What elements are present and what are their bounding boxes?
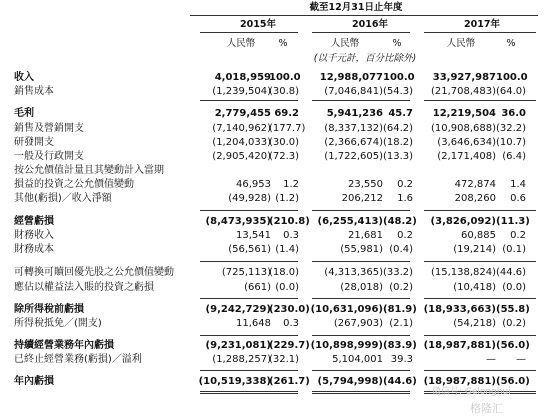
amount-cell: 206,212 — [341, 193, 383, 204]
amount-cell: 60,885 — [461, 230, 496, 241]
row-label: 銷售及營銷開支 — [14, 123, 84, 134]
year-2015: 2015年 — [240, 19, 276, 30]
percent-cell: (33.2) — [383, 267, 414, 278]
row-label: 損益的投資之公允價值變動 — [14, 179, 134, 190]
subtotal-rule — [312, 335, 410, 336]
total-double-rule — [312, 391, 410, 392]
year-rule-2015 — [200, 32, 298, 33]
percent-cell: (10.7) — [496, 137, 527, 148]
row-label: 研發開支 — [14, 137, 54, 148]
percent-cell: (261.7) — [269, 376, 310, 387]
amount-cell: (7,140,962) — [212, 123, 271, 134]
row-label: 除所得稅前虧損 — [14, 304, 84, 315]
subtotal-rule — [200, 100, 298, 101]
row-label: 所得稅抵免／(開支) — [14, 318, 102, 329]
percent-cell: 1.2 — [283, 179, 299, 190]
percent-cell: (81.9) — [383, 304, 417, 315]
amount-cell: 11,648 — [236, 318, 271, 329]
percent-cell: (0.1) — [502, 244, 526, 255]
amount-cell: 46,953 — [236, 179, 271, 190]
amount-cell: (1,722,605) — [324, 151, 383, 162]
amount-cell: 4,018,959 — [214, 72, 271, 83]
row-label: 一般及行政開支 — [14, 151, 84, 162]
row-label: 財務收入 — [14, 230, 54, 241]
pct-2016: % — [392, 38, 402, 49]
amount-cell: (10,631,096) — [310, 304, 383, 315]
header-rule — [190, 15, 538, 16]
period-title: 截至12月31日止年度 — [309, 2, 403, 13]
percent-cell: (32.2) — [496, 123, 527, 134]
percent-cell: (83.9) — [383, 340, 417, 351]
subtotal-rule — [200, 298, 298, 299]
amount-cell: (2,171,408) — [437, 151, 496, 162]
pct-2017: % — [506, 38, 516, 49]
percent-cell: (210.8) — [269, 216, 310, 227]
amount-cell: (267,903) — [333, 318, 383, 329]
year-2016: 2016年 — [352, 19, 388, 30]
percent-cell: (1.2) — [275, 193, 299, 204]
subtotal-rule — [200, 210, 298, 211]
amount-cell: (4,313,365) — [324, 267, 383, 278]
amount-cell: (10,898,999) — [310, 340, 383, 351]
amount-cell: (9,242,729) — [205, 304, 271, 315]
percent-cell: (0.2) — [389, 282, 413, 293]
amount-cell: (10,908,688) — [430, 123, 496, 134]
percent-cell: (18.0) — [269, 267, 300, 278]
amount-cell: (2,905,420) — [212, 151, 271, 162]
percent-cell: (1.4) — [275, 244, 299, 255]
total-double-rule — [200, 393, 298, 394]
percent-cell: (64.2) — [383, 123, 414, 134]
percent-cell: (72.3) — [269, 151, 300, 162]
row-label: 可轉換可贖回優先股之公允價值變動 — [14, 267, 174, 278]
percent-cell: 0.2 — [397, 230, 413, 241]
amount-cell: (9,231,081) — [205, 340, 271, 351]
row-label: 毛利 — [14, 108, 34, 119]
amount-cell: 12,219,504 — [432, 108, 496, 119]
percent-cell: (177.7) — [269, 123, 306, 134]
amount-cell: 33,927,987 — [432, 72, 496, 83]
year-rule-2016 — [312, 32, 410, 33]
percent-cell: (0.2) — [502, 318, 526, 329]
amount-cell: (725,113) — [221, 267, 271, 278]
row-label: 應佔以權益法入賬的投資之虧損 — [14, 282, 154, 293]
row-label: 持續經營業務年內虧損 — [14, 340, 114, 351]
percent-cell: 0.2 — [397, 179, 413, 190]
percent-cell: (0.0) — [502, 282, 526, 293]
percent-cell: 100.0 — [496, 72, 528, 83]
percent-cell: (32.1) — [269, 354, 300, 365]
amount-cell: 12,988,077 — [319, 72, 383, 83]
amount-cell: (5,794,998) — [317, 376, 383, 387]
percent-cell: 69.2 — [274, 108, 299, 119]
subtotal-rule — [424, 100, 536, 101]
subtotal-rule — [424, 370, 536, 371]
amount-cell: (55,981) — [340, 244, 383, 255]
amount-cell: (6,255,413) — [317, 216, 383, 227]
amount-cell: (15,138,824) — [430, 267, 496, 278]
total-double-rule — [312, 393, 410, 394]
amount-cell: (28,018) — [340, 282, 383, 293]
percent-cell: (30.8) — [269, 86, 300, 97]
amount-cell: 5,104,001 — [332, 354, 383, 365]
amount-cell: (54,218) — [453, 318, 496, 329]
percent-cell: 0.6 — [510, 193, 526, 204]
row-label: 經營虧損 — [14, 216, 54, 227]
unit-note: (以千元計，百分比除外) — [313, 53, 417, 64]
percent-cell: (230.0) — [269, 304, 310, 315]
percent-cell: 100.0 — [383, 72, 415, 83]
currency-2015: 人民幣 — [226, 38, 256, 49]
amount-cell: (3,826,092) — [430, 216, 496, 227]
amount-cell: (21,708,483) — [430, 86, 496, 97]
percent-cell: (6.4) — [502, 151, 526, 162]
amount-cell: (7,046,841) — [324, 86, 383, 97]
watermark-brand: 格隆汇 — [470, 402, 503, 415]
amount-cell: (10,519,338) — [198, 376, 271, 387]
subtotal-rule — [312, 210, 410, 211]
currency-2017: 人民幣 — [446, 38, 476, 49]
percent-cell: 0.3 — [283, 318, 299, 329]
percent-cell: 100.0 — [269, 72, 301, 83]
percent-cell: 39.3 — [390, 354, 413, 365]
row-label: 年內虧損 — [14, 376, 54, 387]
subtotal-rule — [200, 261, 298, 262]
amount-cell: 472,874 — [454, 179, 496, 190]
amount-cell: (10,418) — [453, 282, 496, 293]
year-2017: 2017年 — [464, 19, 500, 30]
percent-cell: (18.2) — [383, 137, 414, 148]
amount-cell: — — [486, 354, 496, 365]
row-label: 其他(虧損)／收入淨額 — [14, 193, 112, 204]
amount-cell: (49,928) — [228, 193, 271, 204]
percent-cell: 36.0 — [501, 108, 526, 119]
percent-cell: (0.4) — [389, 244, 413, 255]
amount-cell: (18,987,881) — [423, 340, 496, 351]
amount-cell: (1,204,033) — [212, 137, 271, 148]
percent-cell: (64.0) — [496, 86, 527, 97]
percent-cell: (0.0) — [275, 282, 299, 293]
amount-cell: 2,779,455 — [214, 108, 271, 119]
percent-cell: (56.0) — [496, 376, 530, 387]
subtotal-rule — [312, 370, 410, 371]
pct-2015: % — [278, 38, 288, 49]
percent-cell: (48.2) — [383, 216, 417, 227]
row-label: 銷售成本 — [14, 86, 54, 97]
amount-cell: (8,473,935) — [205, 216, 271, 227]
year-rule-2017 — [424, 32, 536, 33]
subtotal-rule — [424, 298, 536, 299]
percent-cell: 0.2 — [510, 230, 526, 241]
row-label: 財務成本 — [14, 244, 54, 255]
subtotal-rule — [424, 335, 536, 336]
subtotal-rule — [424, 261, 536, 262]
row-label: 收入 — [14, 72, 34, 83]
amount-cell: (1,288,257) — [212, 354, 271, 365]
percent-cell: — — [516, 354, 526, 365]
percent-cell: (55.8) — [496, 304, 530, 315]
percent-cell: (11.3) — [496, 216, 530, 227]
row-label: 已終止經營業務(虧損)／溢利 — [14, 354, 142, 365]
amount-cell: (1,239,504) — [212, 86, 271, 97]
percent-cell: (56.0) — [496, 340, 530, 351]
amount-cell: (8,337,132) — [324, 123, 383, 134]
amount-cell: 23,550 — [348, 179, 383, 190]
percent-cell: 1.4 — [510, 179, 526, 190]
percent-cell: 0.3 — [283, 230, 299, 241]
percent-cell: (30.0) — [269, 137, 300, 148]
row-label: 按公允價值計量且其變動計入當期 — [14, 165, 164, 176]
percent-cell: (13.3) — [383, 151, 414, 162]
amount-cell: (56,561) — [228, 244, 271, 255]
subtotal-rule — [200, 335, 298, 336]
amount-cell: (661) — [244, 282, 271, 293]
amount-cell: 13,541 — [236, 230, 271, 241]
amount-cell: (18,987,881) — [423, 376, 496, 387]
percent-cell: (44.6) — [383, 376, 417, 387]
subtotal-rule — [312, 100, 410, 101]
amount-cell: (2,366,674) — [324, 137, 383, 148]
percent-cell: (229.7) — [269, 340, 310, 351]
currency-2016: 人民幣 — [330, 38, 360, 49]
subtotal-rule — [312, 298, 410, 299]
amount-cell: (19,214) — [453, 244, 496, 255]
subtotal-rule — [200, 370, 298, 371]
subtotal-rule — [312, 261, 410, 262]
amount-cell: 5,941,236 — [326, 108, 383, 119]
percent-cell: (44.6) — [496, 267, 527, 278]
amount-cell: 208,260 — [454, 193, 496, 204]
total-double-rule — [200, 391, 298, 392]
amount-cell: (18,933,663) — [423, 304, 496, 315]
subtotal-rule — [424, 210, 536, 211]
percent-cell: (2.1) — [389, 318, 413, 329]
amount-cell: 21,681 — [348, 230, 383, 241]
percent-cell: 1.6 — [397, 193, 413, 204]
percent-cell: (54.3) — [383, 86, 414, 97]
percent-cell: 45.7 — [388, 108, 413, 119]
amount-cell: (3,646,634) — [437, 137, 496, 148]
watermark-wechat: 微信号: Gelonghui — [432, 387, 511, 397]
